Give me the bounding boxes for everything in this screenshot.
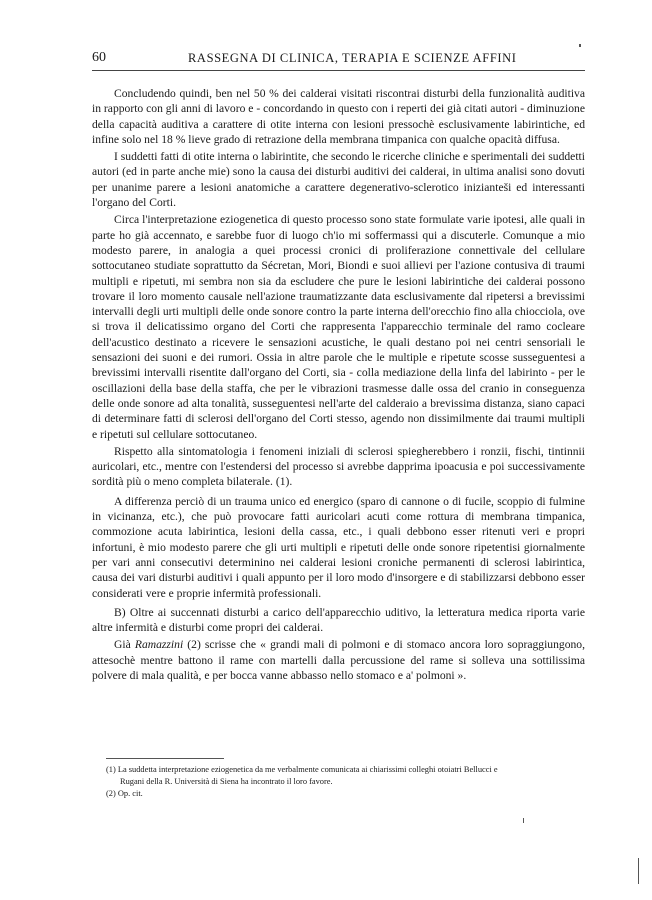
paragraph-labyrinthitis: I suddetti fatti di otite interna o labirintite, che secondo le ricerche cliniche e sperimentali dei suddetti autori (ed in parte anche mie) sono la causa dei disturbi auditivi dei calderai, in ultima analisi sono dovuti per unanime parere a lesioni anatomiche a carattere degenerativo-sclerotico inizianteši ed interessanti l'organo del Corti. <box>92 150 585 210</box>
page-number: 60 <box>92 50 106 65</box>
footnote-1 <box>106 764 585 788</box>
paragraph-trauma: A differenza perciò di un trauma unico ed energico (sparo di cannone o di fucile, scoppio di fulmine in vicinanza, etc.), che può provocare fatti auricolari acuti come rottura di membrana timpanica, commozione acuta labirintica, lesioni della cassa, etc., i quali debbono esser ritenuti veri e propri infortuni, è mio modesto parere che gli urti multipli e ripetuti delle onde sonore ripetentisi giornalmente per vari anni consecutivi determinino nei calderai lesioni croniche permanenti di sclerosi labirintica, causa dei vari disturbi auditivi i quali appunto per il loro modo d'insorgere e di stabilizzarsi debbono esser considerati vere e proprie infermità professionali. <box>92 494 585 600</box>
paragraph-symptoms: Rispetto alla sintomatologia i fenomeni iniziali di sclerosi spiegherebbero i ronzii, fischi, tintinnii auricolari, etc., mentre con l'estendersi del processo si avrebbe dapprima ipoacusia e poi successivamente sordità più o meno completa bilaterale. (1). <box>92 444 585 489</box>
paragraph-ramazzini <box>92 637 585 683</box>
paragraph-interpretation: Circa l'interpretazione eziogenetica di questo processo sono state formulate varie ipotesi, alle quali in parte ho già accennato, e sarebbe fuor di luogo ch'io mi soffermassi qui a discuterle. Comunque a mio modesto parere, in analogia a quei processi cronici di proliferazione connettivale del cellulare sottocutaneo studiate soprattutto da Sécretan, Mori, Biondi e suoi allievi per l'azione contusiva di traumi multipli e ripetuti, mi sembra non sia da escludere che pure le lesioni labirintiche dei calderai possono trovare il loro momento causale nell'azione traumatizzante data esclusivamente dal ripetersi a brevissimi intervalli degli urti multipli delle onde sonore contro la parte interna dell'orecchio fino alla chiocciola, ove si trova il delicatissimo organo del Corti che rappresenta l'apparecchio terminale del ramo cocleare dell'acustico destinato a ricevere le sensazioni acustiche, le quali destano poi nei centri sensoriali le sensazioni dei suoni e dei rumori. Ossia in altre parole che le multiple e ripetute scosse susseguentesi a brevissimi intervalli risentite dall'organo del Corti, sia - colla mediazione della linfa del labirinto - per le oscillazioni della base della staffa, che per le vibrazioni trasmesse dalle ossa del cranio in conseguenza delle onde sonore ad alta tonalità, susseguentesi nell'arte del calderaio a brevissima distanza, siano capaci di determinare fatti di sclerosi dell'organo del Corti stesso, agendo non dissimilmente dai traumi multipli e ripetuti sul cellulare sottocutaneo. <box>92 213 585 441</box>
scan-speck <box>523 818 524 823</box>
article-body <box>92 86 585 685</box>
scan-edge-mark <box>638 858 639 884</box>
running-title: RASSEGNA DI CLINICA, TERAPIA E SCIENZE AFFINI <box>188 51 517 65</box>
ramazzini-lead: Già <box>114 638 135 652</box>
ramazzini-quote: (2) scrisse che « grandi mali di polmoni e di stomaco ancora loro sopraggiungono, attesochè mentre battono il rame con martelli dalla percussione del rame si solleva una sottilissima polvere di mala qualità, e per bocca vanne abbasso nello stomaco e a' polmoni ». <box>92 638 585 682</box>
footnote-1-line-2: Rugani della R. Università di Siena ha incontrato il loro favore. <box>120 777 333 787</box>
ramazzini-author: Ramazzini <box>134 638 184 652</box>
footnotes <box>106 764 585 801</box>
paragraph-other-disorders: B) Oltre ai succennati disturbi a carico dell'apparecchio uditivo, la letteratura medica riporta varie altre infermità e disturbi come propri dei calderai. <box>92 605 585 635</box>
running-header <box>92 50 585 71</box>
footnote-2 <box>106 788 585 800</box>
paragraph-conclusion: Concludendo quindi, ben nel 50 % dei calderai visitati riscontrai disturbi della funzionalità auditiva in rapporto con gli anni di lavoro e - concordando in questo con i reperti dei già citati autori - diminuzione della capacità auditiva a carattere di otite interna con lesioni pressochè esclusivamente labirintiche, ed infine solo nel 18 % lieve grado di retrazione della membrana timpanica con qualche opacità diffusa. <box>92 87 585 146</box>
footnote-1-line-1: (1) La suddetta interpretazione eziogenetica da me verbalmente comunicata ai chiarissimi colleghi otoiatri Bellucci e <box>106 765 498 774</box>
footnote-divider <box>106 758 224 759</box>
scan-speck <box>579 44 581 47</box>
footnote-2-line-1: (2) Op. cit. <box>106 789 143 799</box>
